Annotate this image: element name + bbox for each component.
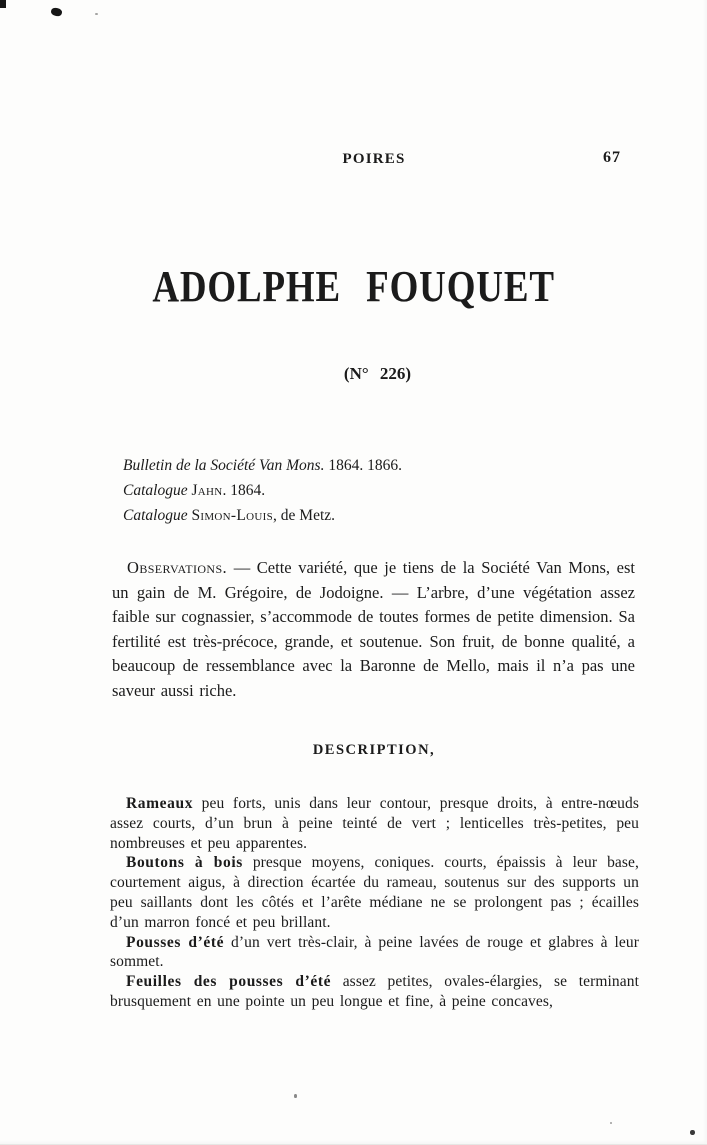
main-title: ADOLPHE FOUQUET bbox=[152, 262, 555, 311]
paragraph-lead: Boutons à bois bbox=[126, 854, 243, 872]
bibliography-author: Simon-Louis bbox=[191, 507, 274, 524]
paragraph-lead: Rameaux bbox=[126, 795, 194, 812]
scan-speck bbox=[294, 1094, 297, 1098]
bibliography-line bbox=[123, 453, 623, 478]
title-row bbox=[0, 262, 707, 311]
description-paragraph-pousses bbox=[110, 933, 639, 973]
bibliography-source: Catalogue bbox=[123, 507, 192, 524]
paragraph-lead: Pousses d’été bbox=[126, 933, 225, 951]
description-paragraph-boutons bbox=[110, 853, 639, 932]
description-heading: DESCRIPTION, bbox=[312, 742, 436, 758]
bibliography-line bbox=[123, 478, 623, 503]
bibliography-source: Catalogue bbox=[123, 482, 192, 499]
description-body bbox=[110, 794, 639, 1012]
variety-number: (N° 226) bbox=[343, 364, 412, 383]
paragraph-lead: Feuilles des pousses d’été bbox=[126, 973, 332, 991]
paragraph-text: presque moyens, coniques. courts, épaissis à leur base, courtement aigus, à direction écartée du rameau, soutenus sur des supports un peu saillants dont les côtés et l’arête médiane ne se prolongent pas ; écailles d’un marron foncé et peu brillant. bbox=[110, 854, 639, 931]
scan-speck bbox=[0, 0, 6, 8]
paragraph-text: peu forts, unis dans leur contour, presque droits, à entre-nœuds assez courts, d’un brun à peine teinté de vert ; lenticelles très-petites, peu nombreuses et peu apparentes. bbox=[110, 795, 639, 852]
paragraph-text: d’un vert très-clair, à peine lavées de rouge et glabres à leur sommet. bbox=[110, 933, 639, 971]
scan-speck bbox=[690, 1130, 695, 1135]
paragraph-text: assez petites, ovales-élargies, se terminant brusquement en une pointe un peu longue et fine, à peine concaves, bbox=[110, 973, 639, 1010]
observations-text: — Cette variété, que je tiens de la Société Van Mons, est un gain de M. Grégoire, de Jodoigne. — L’arbre, d’une végétation assez faible sur cognassier, s’accommode de toutes formes de petite dimension. Sa fertilité est très-précoce, grande, et soutenue. Son fruit, de bonne qualité, a beaucoup de ressemblance avec la Baronne de Mello, mais il n’a pas une saveur aussi riche. bbox=[112, 558, 635, 700]
page-number: 67 bbox=[603, 149, 621, 166]
bibliography-line bbox=[123, 503, 623, 528]
bibliography-detail: 1864. 1866. bbox=[324, 457, 402, 474]
bibliography-author: Jahn bbox=[191, 482, 223, 499]
observations-paragraph bbox=[112, 556, 635, 704]
scan-speck bbox=[50, 7, 62, 17]
bibliography bbox=[123, 453, 623, 528]
bibliography-detail: . 1864. bbox=[222, 482, 266, 499]
observations-lead: Observations. bbox=[127, 558, 228, 577]
running-head: POIRES bbox=[342, 151, 406, 167]
bibliography-source: Bulletin de la Société Van Mons. bbox=[123, 457, 325, 474]
description-paragraph-feuilles bbox=[110, 972, 639, 1012]
description-paragraph-rameaux bbox=[110, 794, 639, 853]
scan-speck bbox=[610, 1122, 612, 1124]
scan-speck bbox=[95, 13, 98, 15]
bibliography-detail: , de Metz. bbox=[273, 507, 336, 524]
